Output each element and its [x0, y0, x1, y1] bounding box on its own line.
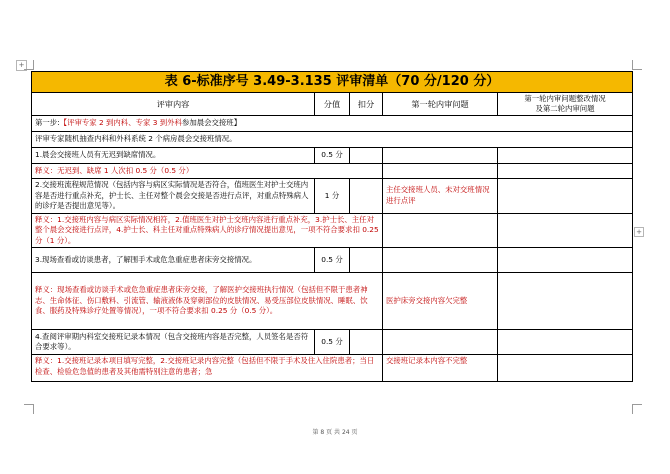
item-content: 3.现场查看或访谈患者，了解围手术或危急重症患者床旁交接情况。: [32, 248, 315, 273]
table-row: [32, 164, 633, 179]
crop-mark-top-left: [24, 60, 34, 70]
item-second-round[interactable]: [498, 273, 633, 330]
item-second-round[interactable]: [498, 355, 633, 382]
table-row: [32, 213, 633, 248]
item-rule: 释义：1.交接班内容与病区实际情况相符，2.值班医生对护士交班内容进行重点补充，3.护士长、主任对整个晨会交接进行点评，4.护士长、科主任对重点特殊病人的诊疗情况提出意见，一项不符合要求扣 0.25 分（1 分）。: [32, 213, 383, 248]
table-row: [32, 355, 633, 382]
table-row: [32, 330, 633, 355]
item-first-round[interactable]: 医护床旁交接内容欠完整: [383, 273, 498, 330]
item-score: 0.5 分: [315, 148, 350, 164]
item-second-round[interactable]: [498, 164, 633, 179]
item-content: 4.查阅评审期内科室交接班记录本情况（包含交接班内容是否完整，人员签名是否符合要求等）。: [32, 330, 315, 355]
crop-mark-bottom-left: [24, 404, 34, 414]
item-content: 1.晨会交接班人员有无迟到缺席情况。: [32, 148, 315, 164]
item-content: 2.交接班流程规范情况（包括内容与病区实际情况是否符合，值班医生对护士交班内容是否进行重点补充，护士长、主任对整个晨会交接是否进行点评，对重点特殊病人的诊疗是否提出意见等）。: [32, 179, 315, 214]
item-rule: 释义：无迟到、缺席 1 人次扣 0.5 分（0.5 分）: [32, 164, 383, 179]
table-row: [32, 273, 633, 330]
header-second-round: 第一轮内审问题整改情况 及第二轮内审问题: [498, 93, 633, 116]
item-first-round[interactable]: 主任交接班人员、未对交班情况进行点评: [383, 179, 498, 214]
item-rule: 释义：1.交接班记录本项目填写完整，2.交接班记录内容完整（包括但不限于手术及住入住院患者；当日检查、检验危急值的患者及其他需特别注意的患者；急: [32, 355, 383, 382]
item-first-round[interactable]: [383, 330, 498, 355]
item-second-round[interactable]: [498, 248, 633, 273]
table-move-handle-icon[interactable]: +: [16, 60, 27, 71]
item-deduct[interactable]: [350, 248, 383, 273]
step-one: [32, 116, 633, 132]
item-first-round[interactable]: [383, 248, 498, 273]
step-tail-text: 参加晨会交接班】: [181, 118, 242, 128]
page-footer: 第 8 页 共 24 页: [312, 429, 358, 436]
item-first-round[interactable]: 交接班记录本内容不完整: [383, 355, 498, 382]
header-content: 评审内容: [32, 93, 315, 116]
crop-mark-bottom-right: [632, 404, 642, 414]
item-second-round[interactable]: [498, 148, 633, 164]
item-deduct[interactable]: [350, 179, 383, 214]
add-column-icon[interactable]: +: [634, 227, 644, 237]
header-first-round: 第一轮内审问题: [383, 93, 498, 116]
item-deduct[interactable]: [350, 330, 383, 355]
item-score: 0.5 分: [315, 330, 350, 355]
table-row: [32, 179, 633, 214]
crop-mark-top-right: [632, 60, 642, 70]
sampling-note: 评审专家随机抽查内科和外科系统 2 个病房晨会交接班情况。: [32, 132, 633, 148]
item-second-round[interactable]: [498, 330, 633, 355]
step-label: 第一步:: [35, 118, 60, 128]
item-second-round[interactable]: [498, 213, 633, 248]
table-row: [32, 148, 633, 164]
item-deduct[interactable]: [350, 148, 383, 164]
item-rule: 释义：现场查看或访谈手术或危急重症患者床旁交接，了解医护交接班执行情况（包括但不限于患者神志、生命体征、伤口敷料、引流管、输液液体及穿刺部位的皮肤情况、易受压部位皮肤情况、睡眠、饮食、服药及特殊诊疗处置等情况），一项不符合要求扣 0.25 分（0.5 分）。: [32, 273, 383, 330]
item-first-round[interactable]: [383, 164, 498, 179]
item-first-round[interactable]: [383, 148, 498, 164]
review-checklist-table: [31, 71, 633, 382]
item-second-round[interactable]: [498, 179, 633, 214]
header-deduct: 扣分: [350, 93, 383, 116]
header-score: 分值: [315, 93, 350, 116]
item-first-round[interactable]: [383, 213, 498, 248]
table-title: 表 6-标准序号 3.49-3.135 评审清单（70 分/120 分）: [32, 72, 633, 93]
item-score: 0.5 分: [315, 248, 350, 273]
step-red-text: 【评审专家 2 到内科、专家 3 到外科: [59, 118, 182, 128]
table-row: [32, 248, 633, 273]
item-score: 1 分: [315, 179, 350, 214]
